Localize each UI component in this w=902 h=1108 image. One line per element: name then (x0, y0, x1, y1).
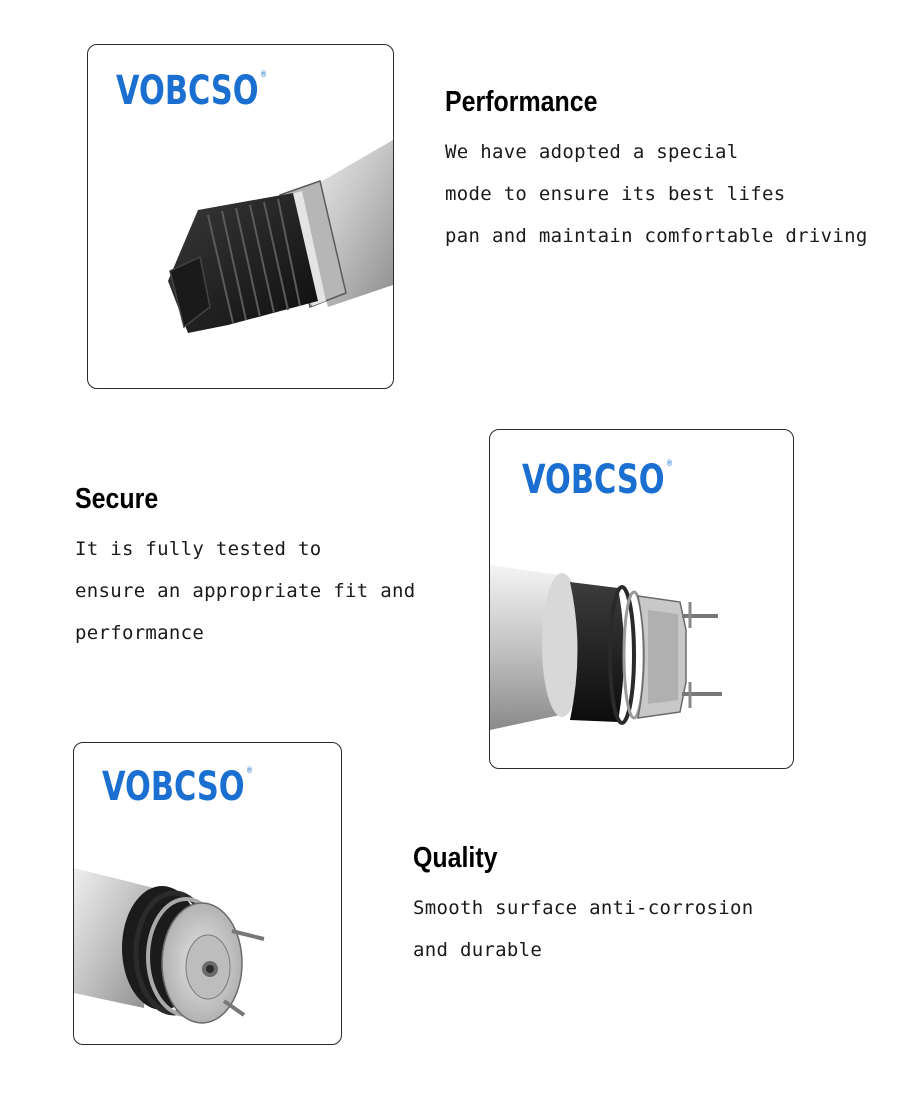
brand-logo: VOBCSO ® (116, 68, 267, 114)
air-strut-boot-image (88, 45, 393, 388)
brand-logo: VOBCSO ® (102, 764, 253, 810)
section-heading-secure: Secure (75, 483, 159, 515)
product-image-card-1 (87, 44, 394, 389)
product-image-card-3 (73, 742, 342, 1045)
section-description-performance: We have adopted a special mode to ensure its best lifes pan and maintain comfortable driving (445, 141, 868, 247)
section-description-secure: It is fully tested to ensure an appropriate fit and performance (75, 538, 416, 644)
section-heading-performance: Performance (445, 86, 598, 118)
section-heading-quality: Quality (413, 842, 498, 874)
product-image-card-2 (489, 429, 794, 769)
air-strut-angled-image (74, 743, 341, 1044)
air-strut-top-mount-image (490, 430, 793, 768)
section-description-quality: Smooth surface anti-corrosion and durable (413, 897, 754, 961)
brand-logo: VOBCSO ® (522, 457, 673, 503)
